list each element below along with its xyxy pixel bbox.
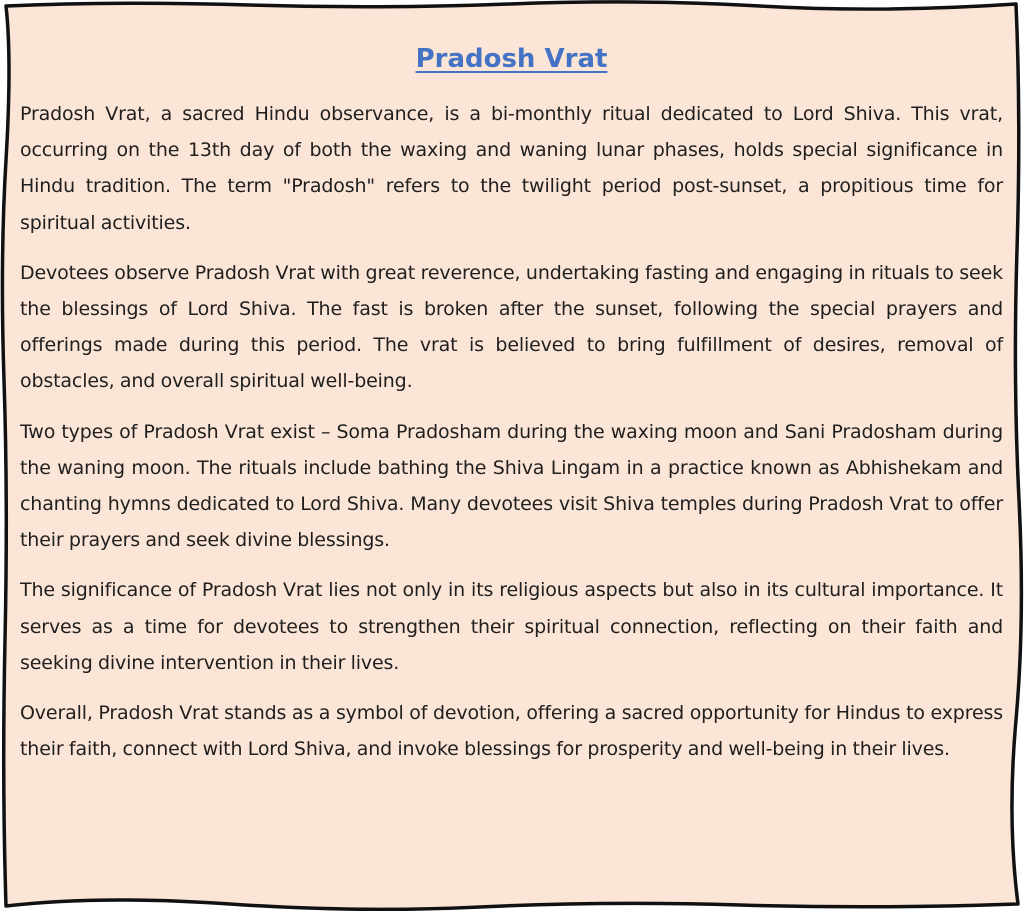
document-title: Pradosh Vrat xyxy=(415,44,608,74)
paragraph-4: The significance of Pradosh Vrat lies not only in its religious aspects but also in its cultural importance. It serves as a time for devotees to strengthen their spiritual connection, reflecting on their faith and seeking divine intervention in their lives. xyxy=(20,579,1003,674)
paragraph-3: Two types of Pradosh Vrat exist – Soma Pradosham during the waxing moon and Sani Pradosham during the waning moon. The rituals include bathing the Shiva Lingam in a practice known as Abhishekam and chanting hymns dedicated to Lord Shiva. Many devotees visit Shiva temples during Pradosh Vrat to offer their prayers and seek divine blessings. xyxy=(20,420,1003,552)
document-body xyxy=(20,40,1003,781)
paragraph-5: Overall, Pradosh Vrat stands as a symbol of devotion, offering a sacred opportunity for Hindus to express their faith, connect with Lord Shiva, and invoke blessings for prosperity and well-being in their lives. xyxy=(20,702,1003,761)
paragraph-2: Devotees observe Pradosh Vrat with great reverence, undertaking fasting and engaging in rituals to seek the blessings of Lord Shiva. The fast is broken after the sunset, following the special prayers and offerings made during this period. The vrat is believed to bring fulfillment of desires, removal of obstacles, and overall spiritual well-being. xyxy=(20,261,1003,393)
paragraph-1: Pradosh Vrat, a sacred Hindu observance, is a bi-monthly ritual dedicated to Lord Shiva. This vrat, occurring on the 13th day of both the waxing and waning lunar phases, holds special significance in Hindu tradition. The term "Pradosh" refers to the twilight period post-sunset, a propitious time for spiritual activities. xyxy=(20,103,1003,234)
